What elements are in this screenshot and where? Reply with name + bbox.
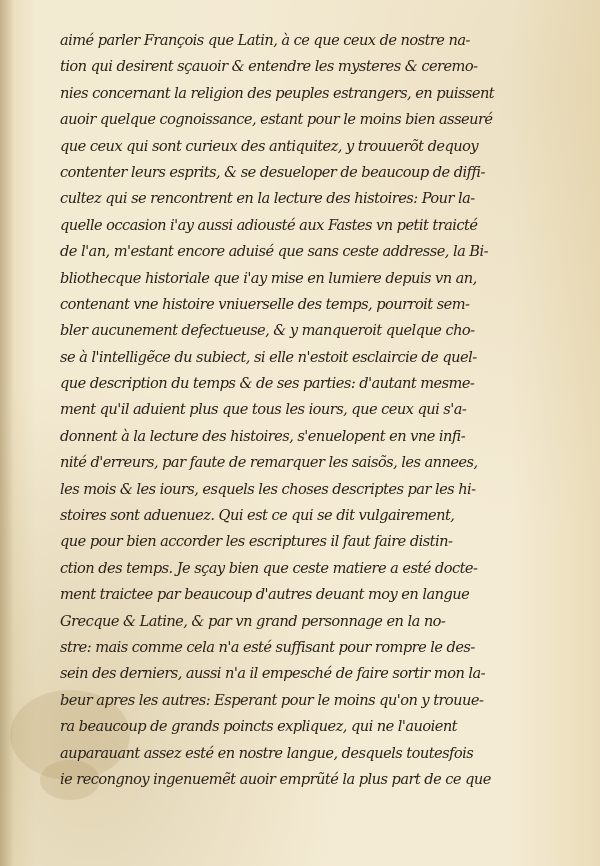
text-line: ra beaucoup de grands poincts expliquez, qui ne l'auoient [60, 718, 457, 736]
text-line: que pour bien accorder les escriptures il faut faire distin- [60, 533, 453, 551]
text-line: que ceux qui sont curieux des antiquitez, y trouuerõt dequoy [60, 137, 479, 155]
text-line: les mois & les iours, esquels les choses descriptes par les hi- [60, 480, 476, 498]
text-line: bler aucunement defectueuse, & y manqueroit quelque cho- [60, 322, 475, 340]
text-line: donnent à la lecture des histoires, s'enuelopent en vne infi- [60, 427, 466, 445]
text-line: contenant vne histoire vniuerselle des temps, pourroit sem- [60, 295, 470, 313]
text-line: Grecque & Latine, & par vn grand personnage en la no- [60, 612, 446, 630]
text-line: ction des temps. Je sçay bien que ceste matiere a esté docte- [60, 559, 478, 577]
text-line: nies concernant la religion des peuples estrangers, en puissent [60, 84, 495, 102]
text-line: de l'an, m'estant encore aduisé que sans ceste addresse, la Bi- [60, 243, 488, 261]
text-line: ie recongnoy ingenuemẽt auoir emprũté la plus part de ce que [60, 770, 491, 788]
text-line: stoires sont aduenuez. Qui est ce qui se dit vulgairement, [60, 507, 455, 525]
text-line: contenter leurs esprits, & se desueloper de beaucoup de diffi- [60, 163, 485, 181]
text-line: cultez qui se rencontrent en la lecture des histoires: Pour la- [60, 190, 475, 208]
text-line: auparauant assez esté en nostre langue, desquels toutesfois [60, 744, 474, 762]
text-line: ment traictee par beaucoup d'autres deuant moy en langue [60, 586, 470, 604]
text-line: stre: mais comme cela n'a esté suffisant pour rompre le des- [60, 638, 475, 656]
text-line: quelle occasion i'ay aussi adiousté aux Fastes vn petit traicté [60, 216, 478, 234]
text-line: bliothecque historiale que i'ay mise en lumiere depuis vn an, [60, 269, 477, 287]
text-line: se à l'intelligẽce du subiect, si elle n'estoit esclaircie de quel- [60, 348, 477, 366]
text-line: ment qu'il aduient plus que tous les iours, que ceux qui s'a- [60, 401, 467, 419]
text-line: auoir quelque cognoissance, estant pour le moins bien asseuré [60, 111, 493, 129]
text-line: beur apres les autres: Esperant pour le moins qu'on y trouue- [60, 691, 484, 709]
text-line: nité d'erreurs, par faute de remarquer les saisõs, les annees, [60, 454, 478, 472]
text-line: tion qui desirent sçauoir & entendre les mysteres & ceremo- [60, 58, 478, 76]
text-line: aimé parler François que Latin, à ce que ceux de nostre na- [60, 32, 470, 49]
text-line: que description du temps & de ses parties: d'autant mesme- [60, 375, 475, 393]
text-line: sein des derniers, aussi n'a il empesché de faire sortir mon la- [60, 665, 486, 683]
body-text [60, 28, 495, 793]
